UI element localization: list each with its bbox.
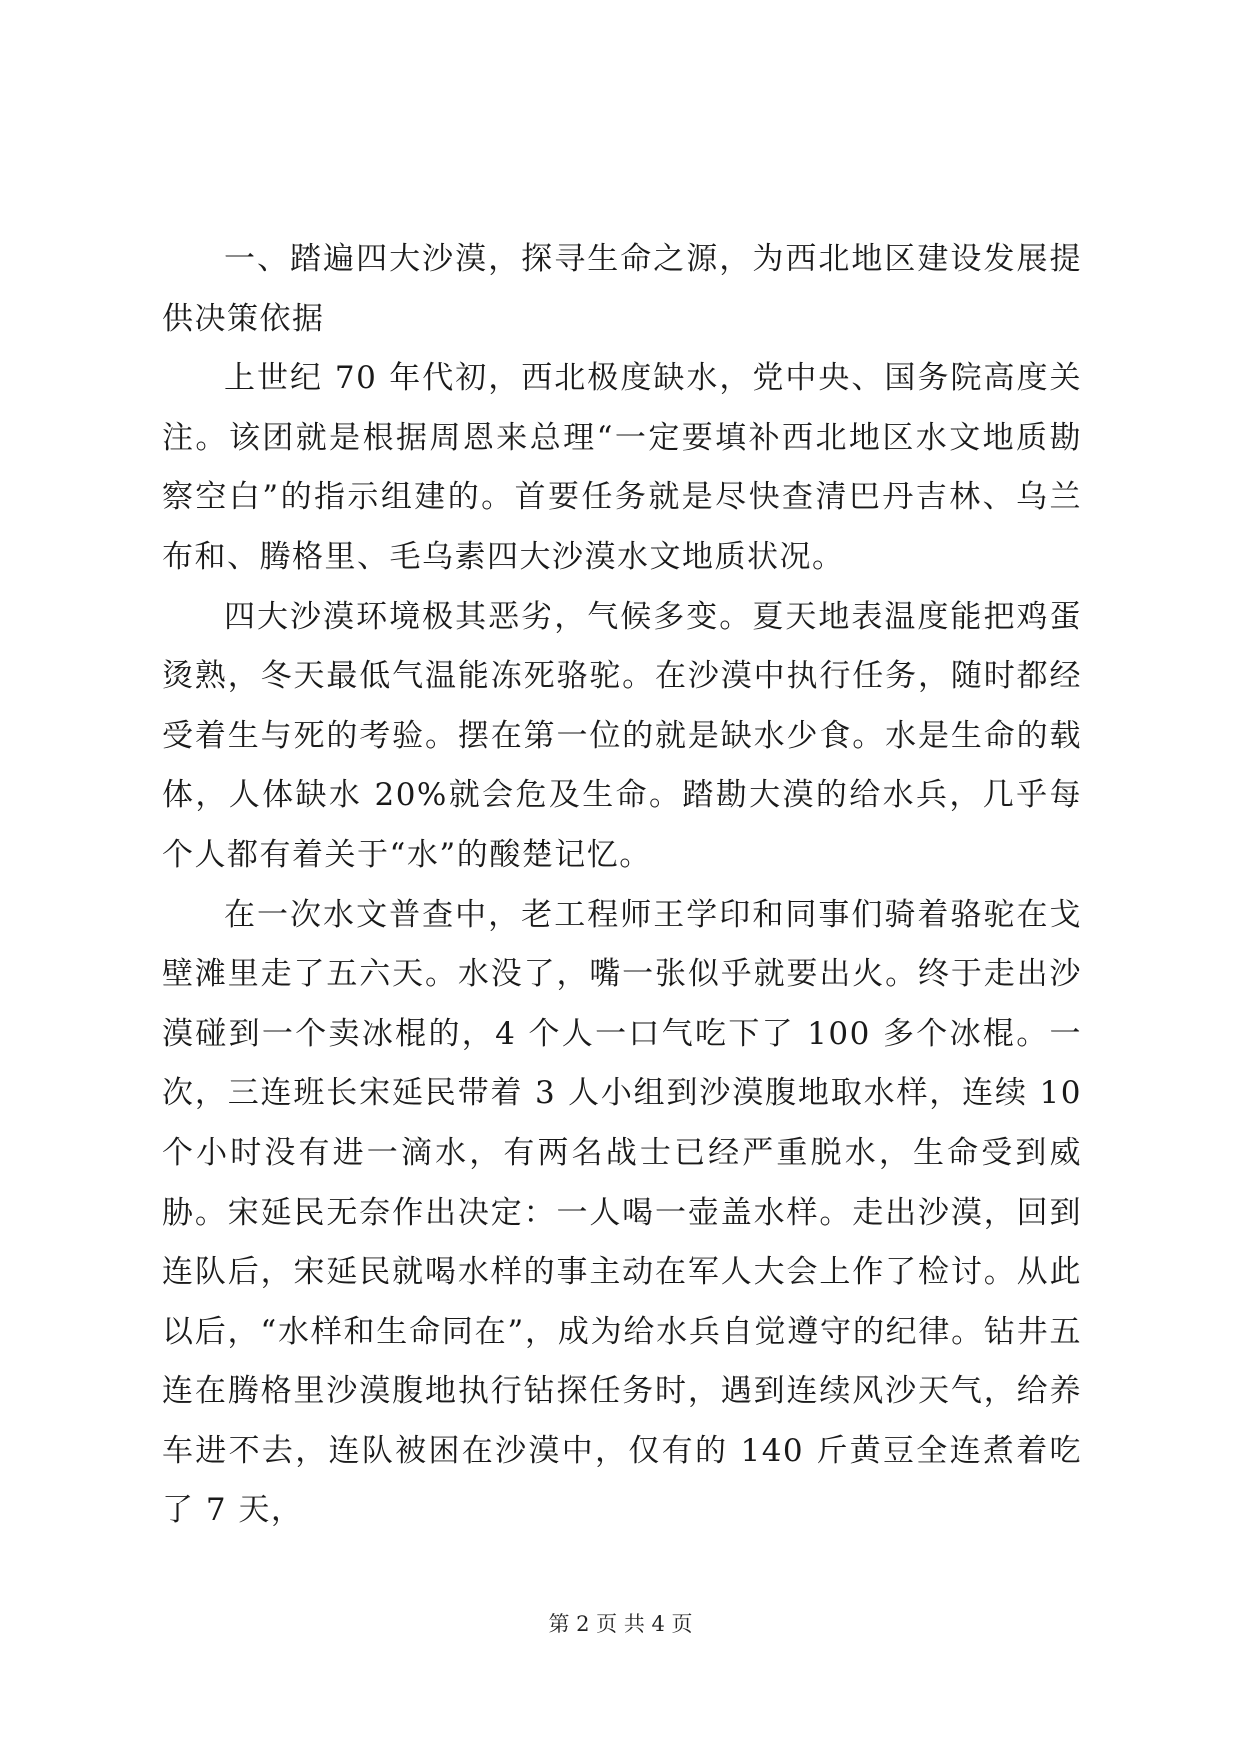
page-number: 第 2 页 共 4 页 (548, 1612, 693, 1636)
paragraph: 四大沙漠环境极其恶劣，气候多变。夏天地表温度能把鸡蛋烫熟，冬天最低气温能冻死骆驼。在沙漠中执行任务，随时都经受着生与死的考验。摆在第一位的就是缺水少食。水是生命的载体，人体缺水 20%就会危及生命。踏勘大漠的给水兵，几乎每个人都有着关于“水”的酸楚记忆。 (162, 598, 1082, 873)
paragraph: 在一次水文普查中，老工程师王学印和同事们骑着骆驼在戈壁滩里走了五六天。水没了，嘴一张似乎就要出火。终于走出沙漠碰到一个卖冰棍的，4 个人一口气吃下了 100 多个冰棍。一次，三连班长宋延民带着 3 人小组到沙漠腹地取水样，连续 10 个小时没有进一滴水，有两名战士已经严重脱水，生命受到威胁。宋延民无奈作出决定：一人喝一壶盖水样。走出沙漠，回到连队后，宋延民就喝水样的事主动在军人大会上作了检讨。从此以后，“水样和生命同在”，成为给水兵自觉遵守的纪律。钻井五连在腾格里沙漠腹地执行钻探任务时，遇到连续风沙天气，给养车进不去，连队被困在沙漠中，仅有的 140 斤黄豆全连煮着吃了 7 天， (162, 896, 1082, 1529)
section-heading: 一、踏遍四大沙漠，探寻生命之源，为西北地区建设发展提供决策依据 (162, 241, 1082, 337)
page-footer (0, 1608, 1241, 1638)
paragraph: 上世纪 70 年代初，西北极度缺水，党中央、国务院高度关注。该团就是根据周恩来总理“一定要填补西北地区水文地质勘察空白”的指示组建的。首要任务就是尽快查清巴丹吉林、乌兰布和、腾格里、毛乌素四大沙漠水文地质状况。 (162, 360, 1082, 575)
document-body (162, 230, 1082, 1541)
